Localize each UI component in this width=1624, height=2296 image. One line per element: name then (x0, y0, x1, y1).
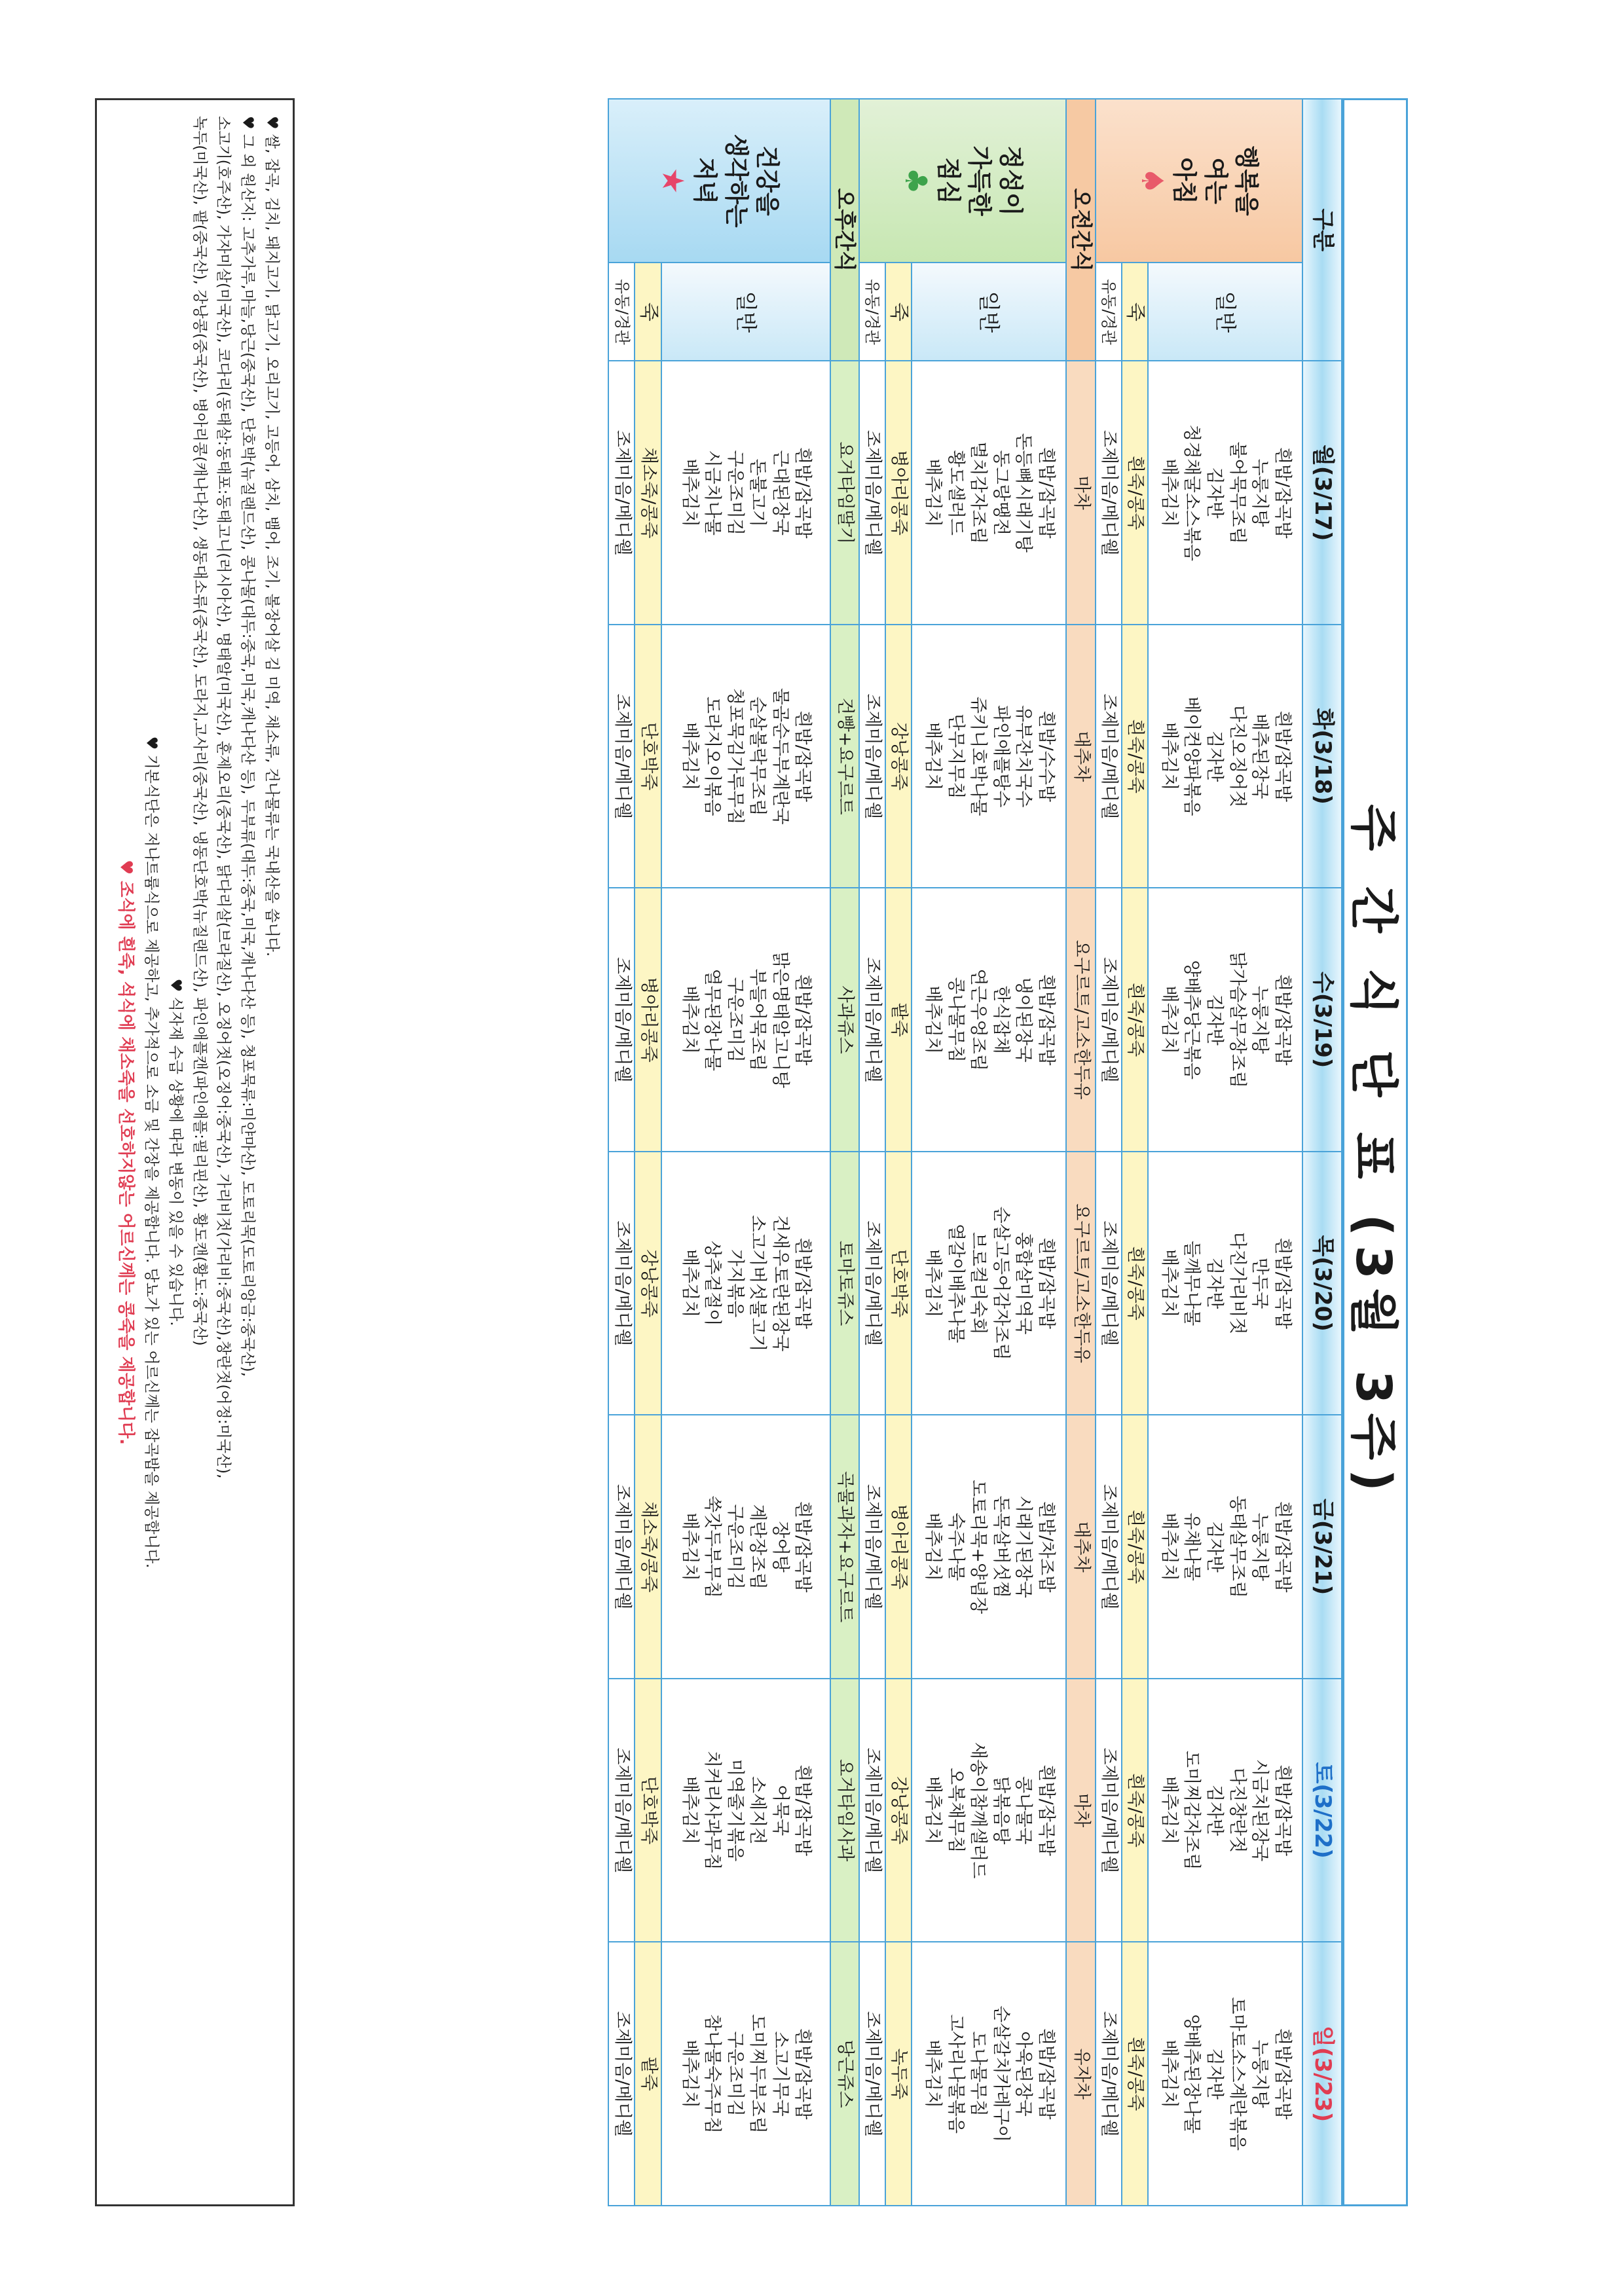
liquid-cell: 조제미음/메디웰 (608, 888, 635, 1151)
dish: 배추김치 (1158, 722, 1179, 791)
morning-section-title (1096, 99, 1302, 263)
dish: 흰밥/잡곡밥 (1272, 710, 1293, 802)
liquid-cell: 조제미음/메디웰 (1096, 1942, 1122, 2206)
dish: 시래기된장국 (1013, 1495, 1034, 1598)
section-title-line: 생각하는 (722, 134, 750, 228)
dish: 치커리사과무침 (702, 1750, 723, 1870)
dish: 순살볼락무조림 (747, 696, 768, 816)
dish: 배추김치 (1158, 2039, 1179, 2108)
dish: 흰밥/잡곡밥 (1272, 2028, 1293, 2120)
menu-cell (912, 361, 1066, 624)
origin-note: 소고기(호주산), 가자미살(미국산), 코다리(동태살:동태포:동태고니(러시아산), 명태알(미국산), 훈제오리(중국산), 닭다리살(브라질산), 오징어젓(오징어:중국산), 가리비젓(가리비:중국산),창란젓(어정:미국산), (215, 116, 232, 1479)
page-title: 주 간 식 단 표 (3월 3주) (1345, 804, 1401, 1501)
jook-label: 죽 (1122, 263, 1148, 361)
dish: 흰밥/잡곡밥 (1272, 446, 1293, 539)
jook-cell: 흰죽/콩죽 (1122, 625, 1148, 888)
dish: 다진가리비젓 (1227, 1231, 1247, 1335)
dish: 근대된장국 (769, 450, 790, 536)
dish: 흰밥/잡곡밥 (1036, 446, 1057, 539)
section-title-line: 점심 (934, 157, 963, 204)
dish: 맑은명태알고니탕 (769, 951, 790, 1089)
dish: 흰밥/잡곡밥 (792, 710, 813, 802)
origin-note: ♥ 쌀, 잡곡, 김치, 돼지고기, 닭고기, 오리고기, 고등어, 삼치, 뱀어, 조기, 볼장어살 김 미역, 채소류, 건나물류는 국내산을 씁니다. (263, 116, 280, 957)
dish: 쑥갓두부무침 (702, 1495, 723, 1598)
jook-cell: 흰죽/콩죽 (1122, 888, 1148, 1151)
section-title-line: 저녁 (691, 157, 720, 204)
dish: 구운조미김 (724, 977, 745, 1063)
basic-diet-note: ♥ 기본식단은 저나트륨식으로 제공하고, 추가적으로 소금 및 간장을 제공합니다. 당뇨가 있는 어르신께는 잡곡밥을 제공합니다. (143, 736, 160, 1569)
jook-cell: 흰죽/콩죽 (1122, 361, 1148, 624)
dish: 아욱된장국 (1013, 2031, 1034, 2117)
dish: 한식잡채 (990, 985, 1011, 1054)
jook-cell: 흰죽/콩죽 (1122, 1942, 1148, 2206)
liquid-cell: 조제미음/메디웰 (608, 625, 635, 888)
jook-cell: 강낭콩죽 (885, 625, 912, 888)
menu-cell (661, 361, 830, 624)
dish: 청경채굴소스볶음 (1181, 424, 1202, 562)
day-header-sunday: 일(3/23) (1302, 1942, 1342, 2206)
snack-cell: 마차 (1066, 361, 1095, 624)
menu-cell (1148, 1152, 1302, 1415)
dish: 동그랑땡전 (990, 450, 1011, 536)
liquid-cell: 조제미음/메디웰 (1096, 888, 1122, 1151)
header-row (1302, 99, 1342, 2206)
jook-note: ♥ 조식에 흰죽, 석식에 채소죽을 선호하지않는 어르신께는 콩죽을 제공합니다. (116, 859, 136, 1446)
jook-cell: 강낭콩죽 (885, 1679, 912, 1942)
snack_pm-row (830, 99, 859, 2206)
menu-cell (912, 1942, 1066, 2206)
dish: 만두국 (1249, 1258, 1270, 1309)
menu-cell (912, 625, 1066, 888)
dish: 콩나물국 (1013, 1776, 1034, 1845)
morning-liquid-row (1096, 99, 1122, 2206)
dish: 배추김치 (923, 2039, 944, 2108)
dish: 브로컬리숙회 (968, 1231, 989, 1335)
dish: 배추김치 (923, 722, 944, 791)
dish: 흰밥/잡곡밥 (1272, 1237, 1293, 1329)
dish: 흰밥/잡곡밥 (792, 446, 813, 539)
dish: 열갈이배추나물 (945, 1223, 966, 1343)
dish: 누룽지탕 (1249, 985, 1270, 1054)
dish: 콩나물무침 (945, 977, 966, 1063)
dish: 양배추당근볶음 (1181, 960, 1202, 1080)
origin-note: ♥ 그 외 원산지: 고추가루,마늘,당근(중국산), 단호박(뉴질랜드산), 콩나물(대두:중국,미국,캐나다산 등), 두부류(대두:중국,미국,캐나다산 등), 청포묵류:미얀마산), 도토리묵(도토리앙금:중국산), (239, 116, 257, 1377)
dish: 배추김치 (1158, 1776, 1179, 1845)
dish: 쥬키니호박나물 (968, 696, 989, 816)
dish: 건새우토란된장국 (769, 1214, 790, 1352)
snack-cell: 요거타임딸기 (830, 361, 859, 624)
dish: 소고기버섯불고기 (747, 1214, 768, 1352)
section-title-line: 행복을 (1232, 145, 1261, 216)
dish: 닭볶음탕 (990, 1776, 1011, 1845)
dish: 배추김치 (1158, 1512, 1179, 1581)
dish: 오복채무침 (945, 1767, 966, 1853)
dish: 배추김치 (679, 722, 700, 791)
dish: 김자반 (1204, 731, 1225, 782)
dish: 김자반 (1204, 467, 1225, 519)
morning-main-row (1148, 99, 1302, 2206)
dish: 청포묵김가루무침 (724, 687, 745, 825)
liquid-cell: 조제미음/메디웰 (1096, 1415, 1122, 1678)
menu-cell (912, 1415, 1066, 1678)
liquid-cell: 조제미음/메디웰 (1096, 361, 1122, 624)
menu-cell (661, 888, 830, 1151)
day-header: 수(3/19) (1302, 888, 1342, 1151)
dish: 누룽지탕 (1249, 458, 1270, 527)
dish: 흰밥/잡곡밥 (1272, 1764, 1293, 1856)
dish: 배추김치 (679, 985, 700, 1054)
snack_pm-label: 오후간식 (830, 99, 859, 361)
dish: 가지볶음 (724, 1249, 745, 1318)
dish: 어묵국 (769, 1785, 790, 1836)
dish: 흰밥/잡곡밥 (1036, 974, 1057, 1066)
jook-cell: 병아리콩죽 (635, 888, 661, 1151)
menu-cell (1148, 625, 1302, 888)
liquid-cell: 조제미음/메디웰 (608, 361, 635, 624)
dish: 구운조미김 (724, 2031, 745, 2117)
dish: 황도샐러드 (945, 450, 966, 536)
dish: 흰밥/잡곡밥 (792, 1764, 813, 1856)
menu-cell (661, 1152, 830, 1415)
liquid-cell: 조제미음/메디웰 (859, 1679, 885, 1942)
lunch-section-title (859, 99, 1066, 263)
dish: 배추김치 (923, 1249, 944, 1318)
dish: 누룽지탕 (1249, 2039, 1270, 2108)
dish: 장어탕 (769, 1521, 790, 1573)
jook-cell: 단호박죽 (635, 1679, 661, 1942)
header-gubun: 구분 (1302, 99, 1342, 361)
dish: 열무된장나물 (702, 968, 723, 1071)
jook-cell: 강낭콩죽 (635, 1152, 661, 1415)
menu-cell (661, 1942, 830, 2206)
dish: 다진오징어젓 (1227, 704, 1247, 808)
snack-cell: 마차 (1066, 1679, 1095, 1942)
dish: 홍합살미역국 (1013, 1231, 1034, 1335)
dish: 파인애플탕수 (990, 704, 1011, 808)
liquid-cell: 조제미음/메디웰 (608, 1152, 635, 1415)
section-title-line: 가득한 (965, 145, 994, 216)
dish: 배추된장국 (1249, 714, 1270, 799)
dish: 흰밥/잡곡밥 (792, 974, 813, 1066)
dish: 단무지무침 (945, 714, 966, 799)
menu-cell (1148, 1679, 1302, 1942)
dish: 순살고등어감자조림 (990, 1206, 1011, 1360)
menu-cell (661, 1679, 830, 1942)
dish: 배추김치 (1158, 985, 1179, 1054)
dish: 도토리묵+양념장 (968, 1480, 989, 1614)
dish: 김자반 (1204, 1785, 1225, 1836)
jook-label: 죽 (635, 263, 661, 361)
jook-label: 죽 (885, 263, 912, 361)
main-label: 일반 (661, 263, 830, 361)
weekly-menu-table (608, 98, 1342, 2206)
dish: 들깨무나물 (1181, 1240, 1202, 1326)
section-title-line: 아침 (1170, 157, 1199, 204)
jook-cell: 채소죽/콩죽 (635, 1415, 661, 1678)
snack-cell: 건빵+요구르트 (830, 625, 859, 888)
section-title-line: 건강을 (752, 145, 781, 216)
snack-cell: 곡물과자+요구르트 (830, 1415, 859, 1678)
dish: 도미찌감자조림 (1181, 1750, 1202, 1870)
snack_am-label: 오전간식 (1066, 99, 1095, 361)
dish: 배추김치 (923, 458, 944, 527)
notes-box (95, 98, 295, 2206)
dish: 토마토소스계란볶음 (1227, 1997, 1247, 2151)
dish: 도나물무침 (968, 2031, 989, 2117)
dish: 시금치된장국 (1249, 1758, 1270, 1862)
jook-cell: 녹두죽 (885, 1942, 912, 2206)
dish: 구운조미김 (724, 450, 745, 536)
dish: 소세지전 (747, 1776, 768, 1845)
dish: 배추김치 (1158, 1249, 1179, 1318)
main-label: 일반 (1148, 263, 1302, 361)
liquid-label: 유동/경관 (859, 263, 885, 361)
liquid-cell: 조제미음/메디웰 (859, 1152, 885, 1415)
day-header: 금(3/21) (1302, 1415, 1342, 1678)
jook-cell: 흰죽/콩죽 (1122, 1415, 1148, 1678)
dish: 배추김치 (679, 1512, 700, 1581)
menu-cell (1148, 1942, 1302, 2206)
dish: 배추김치 (923, 1512, 944, 1581)
origin-note: 녹두(미국산), 팥(중국산), 강낭콩(중국산), 병아리콩(캐나다산), 생동대소류(중국산), 도라지,고사리(중국산), 냉동단호박(뉴질랜드산), 파인애플캔(파인애플:필리핀산), 황도캔(황도:중국산) (191, 116, 208, 1346)
dish: 소고기무국 (769, 2031, 790, 2117)
liquid-cell: 조제미음/메디웰 (608, 1942, 635, 2206)
dish: 흰밥/잡곡밥 (1272, 1501, 1293, 1593)
day-header: 월(3/17) (1302, 361, 1342, 624)
lunch-liquid-row (859, 99, 885, 2206)
dish: 양배추된장나물 (1181, 2014, 1202, 2134)
dish: 흰밥/차조밥 (1036, 1501, 1057, 1593)
dish: 상추겉절이 (702, 1240, 723, 1326)
snack-cell: 사과쥬스 (830, 888, 859, 1151)
dish: 도미찌두부조림 (747, 2014, 768, 2134)
dish: 배추김치 (1158, 458, 1179, 527)
dish: 멸치감자조림 (968, 441, 989, 544)
dish: 불어묵무조림 (1227, 441, 1247, 544)
snack-cell: 요거타임사과 (830, 1679, 859, 1942)
dinner-jook-row (635, 99, 661, 2206)
dish: 미역줄기볶음 (724, 1758, 745, 1862)
menu-page (95, 98, 1408, 2206)
dish: 부들어묵조림 (747, 968, 768, 1071)
jook-cell: 병아리콩죽 (885, 361, 912, 624)
dish: 시금치나물 (702, 450, 723, 536)
liquid-cell: 조제미음/메디웰 (608, 1415, 635, 1678)
dish: 흰밥/잡곡밥 (792, 1501, 813, 1593)
menu-cell (1148, 1415, 1302, 1678)
menu-cell (661, 1415, 830, 1678)
menu-cell (1148, 888, 1302, 1151)
dish: 베이컨양파볶음 (1181, 696, 1202, 816)
dish: 참나물숙주무침 (702, 2014, 723, 2134)
dinner-main-row (661, 99, 830, 2206)
dish: 배추김치 (923, 985, 944, 1054)
snack-cell: 요구르트/고소한두유 (1066, 888, 1095, 1151)
jook-cell: 채소죽/콩죽 (635, 361, 661, 624)
section-title-line: 여는 (1201, 157, 1230, 204)
liquid-cell: 조제미음/메디웰 (859, 361, 885, 624)
dish: 동태살무조림 (1227, 1495, 1247, 1598)
dish: 김자반 (1204, 1521, 1225, 1573)
day-header: 목(3/20) (1302, 1152, 1342, 1415)
section-title-line: 정성이 (996, 145, 1025, 216)
menu-cell (661, 625, 830, 888)
star-icon: ★ (655, 167, 691, 194)
dish: 배추김치 (679, 458, 700, 527)
lunch-main-row (912, 99, 1066, 2206)
dish: 순살갈치카레구이 (990, 2005, 1011, 2143)
menu-cell (912, 1152, 1066, 1415)
dish: 흰밥/잡곡밥 (1036, 1237, 1057, 1329)
dish: 김자반 (1204, 994, 1225, 1046)
dish: 배추김치 (679, 1776, 700, 1845)
liquid-cell: 조제미음/메디웰 (859, 625, 885, 888)
dish: 흰밥/잡곡밥 (792, 2028, 813, 2120)
dish: 김자반 (1204, 2048, 1225, 2100)
dish: 배추김치 (679, 2039, 700, 2108)
liquid-cell: 조제미음/메디웰 (1096, 1679, 1122, 1942)
dish: 연근우엉조림 (968, 968, 989, 1071)
jook-cell: 팥죽 (635, 1942, 661, 2206)
liquid-cell: 조제미음/메디웰 (859, 888, 885, 1151)
snack_am-row (1066, 99, 1095, 2206)
lunch-jook-row (885, 99, 912, 2206)
liquid-cell: 조제미음/메디웰 (1096, 1152, 1122, 1415)
liquid-label: 유동/경관 (1096, 263, 1122, 361)
dish: 고사리나물볶음 (945, 2014, 966, 2134)
snack-cell: 당근쥬스 (830, 1942, 859, 2206)
dish: 김자반 (1204, 1258, 1225, 1309)
snack-cell: 요구르트/고소한두유 (1066, 1152, 1095, 1415)
menu-cell (912, 1679, 1066, 1942)
liquid-cell: 조제미음/메디웰 (859, 1942, 885, 2206)
jook-cell: 병아리콩죽 (885, 1415, 912, 1678)
day-header-saturday: 토(3/22) (1302, 1679, 1342, 1942)
dish: 유부잔치국수 (1013, 704, 1034, 808)
dish: 흰밥/수수밥 (1036, 710, 1057, 802)
dish: 구운조미김 (724, 1504, 745, 1590)
main-label: 일반 (912, 263, 1066, 361)
jook-cell: 흰죽/콩죽 (1122, 1152, 1148, 1415)
dish: 물곰순두부계란국 (769, 687, 790, 825)
liquid-cell: 조제미음/메디웰 (1096, 625, 1122, 888)
dinner-section-title (608, 99, 830, 263)
menu-cell (1148, 361, 1302, 624)
snack-cell: 토마토쥬스 (830, 1152, 859, 1415)
dish: 흰밥/잡곡밥 (1272, 974, 1293, 1066)
dish: 배추김치 (923, 1776, 944, 1845)
supply-note: ♥ 식자재 수급 상황에 따라 변동이 있을 수 있습니다. (166, 978, 184, 1326)
dish: 배추김치 (679, 1249, 700, 1318)
club-icon: ♣ (898, 167, 934, 194)
dish: 숙주나물 (945, 1512, 966, 1581)
dish: 계란장조림 (747, 1504, 768, 1590)
morning-jook-row (1122, 99, 1148, 2206)
snack-cell: 유자차 (1066, 1942, 1095, 2206)
dish: 흰밥/잡곡밥 (1036, 1764, 1057, 1856)
dish: 흰밥/잡곡밥 (1036, 2028, 1057, 2120)
dish: 돈목살버섯찜 (990, 1495, 1011, 1598)
jook-cell: 팥죽 (885, 888, 912, 1151)
jook-cell: 단호박죽 (635, 625, 661, 888)
dish: 돈불고기 (747, 458, 768, 527)
jook-cell: 단호박죽 (885, 1152, 912, 1415)
dish: 다진창란젓 (1227, 1767, 1247, 1853)
snack-cell: 대추차 (1066, 1415, 1095, 1678)
dish: 냉이된장국 (1013, 977, 1034, 1063)
dish: 유채나물 (1181, 1512, 1202, 1581)
dish: 누룽지탕 (1249, 1512, 1270, 1581)
spade-icon: ♠ (1135, 167, 1171, 194)
liquid-label: 유동/경관 (608, 263, 635, 361)
dish: 돈등뼈시래기탕 (1013, 433, 1034, 553)
menu-cell (912, 888, 1066, 1151)
dish: 도라지오이볶음 (702, 696, 723, 816)
liquid-cell: 조제미음/메디웰 (859, 1415, 885, 1678)
dish: 흰밥/잡곡밥 (792, 1237, 813, 1329)
jook-cell: 흰죽/콩죽 (1122, 1679, 1148, 1942)
title-band (1342, 98, 1408, 2206)
dish: 새송이참깨샐러드 (968, 1741, 989, 1879)
dinner-liquid-row (608, 99, 635, 2206)
snack-cell: 대추차 (1066, 625, 1095, 888)
dish: 닭가슴살무장조림 (1227, 951, 1247, 1089)
day-header: 화(3/18) (1302, 625, 1342, 888)
liquid-cell: 조제미음/메디웰 (608, 1679, 635, 1942)
